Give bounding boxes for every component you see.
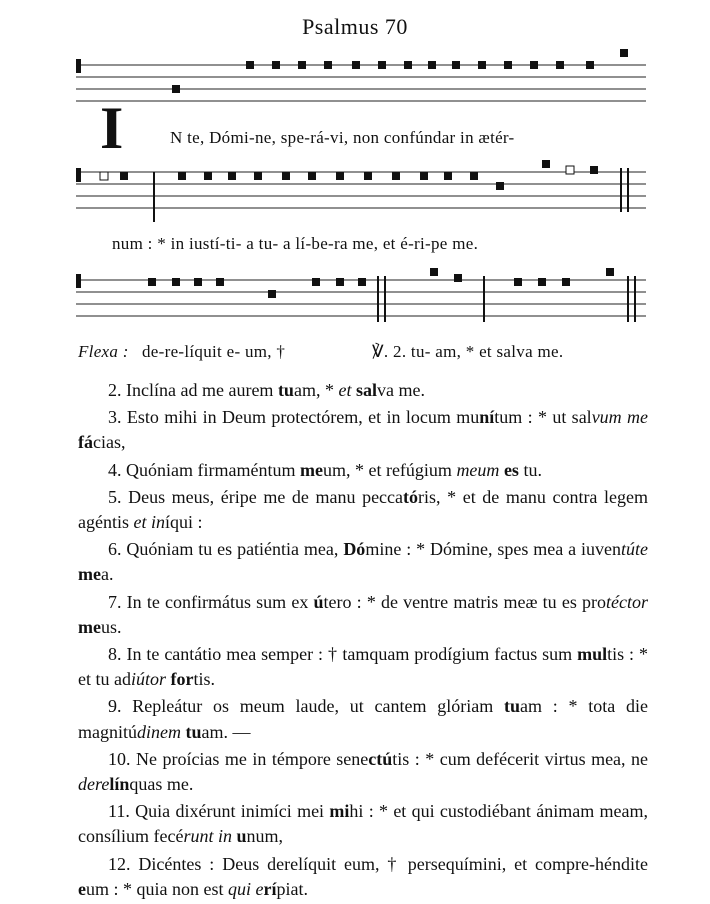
verse-text: Esto mihi in Deum protectórem, et in locum munítum : * ut salvum me fácias,	[78, 407, 649, 453]
chant-lyrics-line-2: num : * in iustí-ti- a tu- a lí-be-ra me, et é-ri-pe me.	[112, 234, 479, 253]
psalm-verse	[78, 694, 648, 744]
c-clef-icon	[76, 168, 81, 182]
staff-2-svg	[76, 162, 646, 222]
verse-text: Ne proícias me in témpore senectútis : * cum defécerit virtus mea, ne derelínquas me.	[78, 748, 649, 795]
verse-number: 7.	[108, 591, 127, 612]
psalm-verse	[78, 590, 648, 640]
verse-number: 6.	[108, 539, 127, 560]
flexa-text: de-re-líquit e- um, †	[142, 342, 286, 361]
psalm-verse	[78, 747, 648, 797]
verse-text: In te confirmátus sum ex útero : * de ventre matris meæ tu es protéctor meus.	[78, 591, 648, 637]
c-clef-icon	[76, 274, 81, 288]
flexa-label: Flexa :	[78, 342, 129, 361]
verse-text: In te cantátio mea semper : † tamquam prodígium factus sum multis : * et tu adiútor fortis.	[78, 644, 648, 690]
staff-1-notes	[76, 49, 628, 93]
versicle-line: ℣. 2. tu- am, * et salva me.	[372, 342, 564, 361]
c-clef-icon	[76, 59, 81, 73]
verse-text: Repleátur os meum laude, ut cantem glóriam tuam : * tota die magnitúdinem tuam. —	[78, 696, 649, 742]
verse-number: 3.	[108, 407, 127, 428]
verse-number: 9.	[108, 696, 133, 717]
psalm-verse	[78, 799, 648, 849]
psalm-verse	[78, 537, 648, 587]
chant-staff-2	[76, 162, 646, 222]
chant-staff-1	[76, 55, 646, 115]
verse-text: Quia dixérunt inimíci mei mihi : * et qui custodiébant ánimam meam, consílium fecérunt in unum,	[78, 801, 648, 847]
verse-number: 4.	[108, 459, 126, 480]
psalm-verse	[78, 642, 648, 692]
psalm-verse	[78, 378, 648, 403]
drop-cap: I	[100, 95, 124, 161]
staff-1-svg	[76, 55, 646, 115]
verse-number: 10.	[108, 748, 136, 769]
staff-3-svg	[76, 270, 646, 330]
page-title: Psalmus 70	[302, 14, 408, 39]
verse-number: 8.	[108, 644, 127, 665]
verse-number: 11.	[108, 801, 136, 822]
verse-number: 5.	[108, 486, 129, 507]
chant-staff-3	[76, 270, 646, 330]
psalm-verse	[78, 852, 648, 902]
psalm-verse	[78, 485, 648, 535]
psalm-verse	[78, 405, 648, 455]
verse-text: Quóniam tu es patiéntia mea, Dómine : * Dómine, spes mea a iuventúte mea.	[78, 539, 649, 585]
psalm-verses	[78, 378, 648, 904]
psalm-verse	[78, 458, 648, 483]
verse-number: 12.	[108, 853, 139, 874]
verse-text: Dicéntes : Deus derelíquit eum, † persequímini, et compre-héndite eum : * quia non est qui erípiat.	[78, 853, 649, 899]
verse-text: Inclína ad me aurem tuam, * et salva me.	[126, 380, 425, 400]
verse-text: Quóniam firmaméntum meum, * et refúgium meum es tu.	[126, 459, 542, 480]
verse-text: Deus meus, éripe me de manu peccatóris, * et de manu contra legem agéntis et iníqui :	[78, 486, 648, 533]
chant-lyrics-line-1: N te, Dómi-ne, spe-rá-vi, non confúndar in ætér-	[170, 128, 515, 147]
verse-number: 2.	[108, 380, 126, 400]
